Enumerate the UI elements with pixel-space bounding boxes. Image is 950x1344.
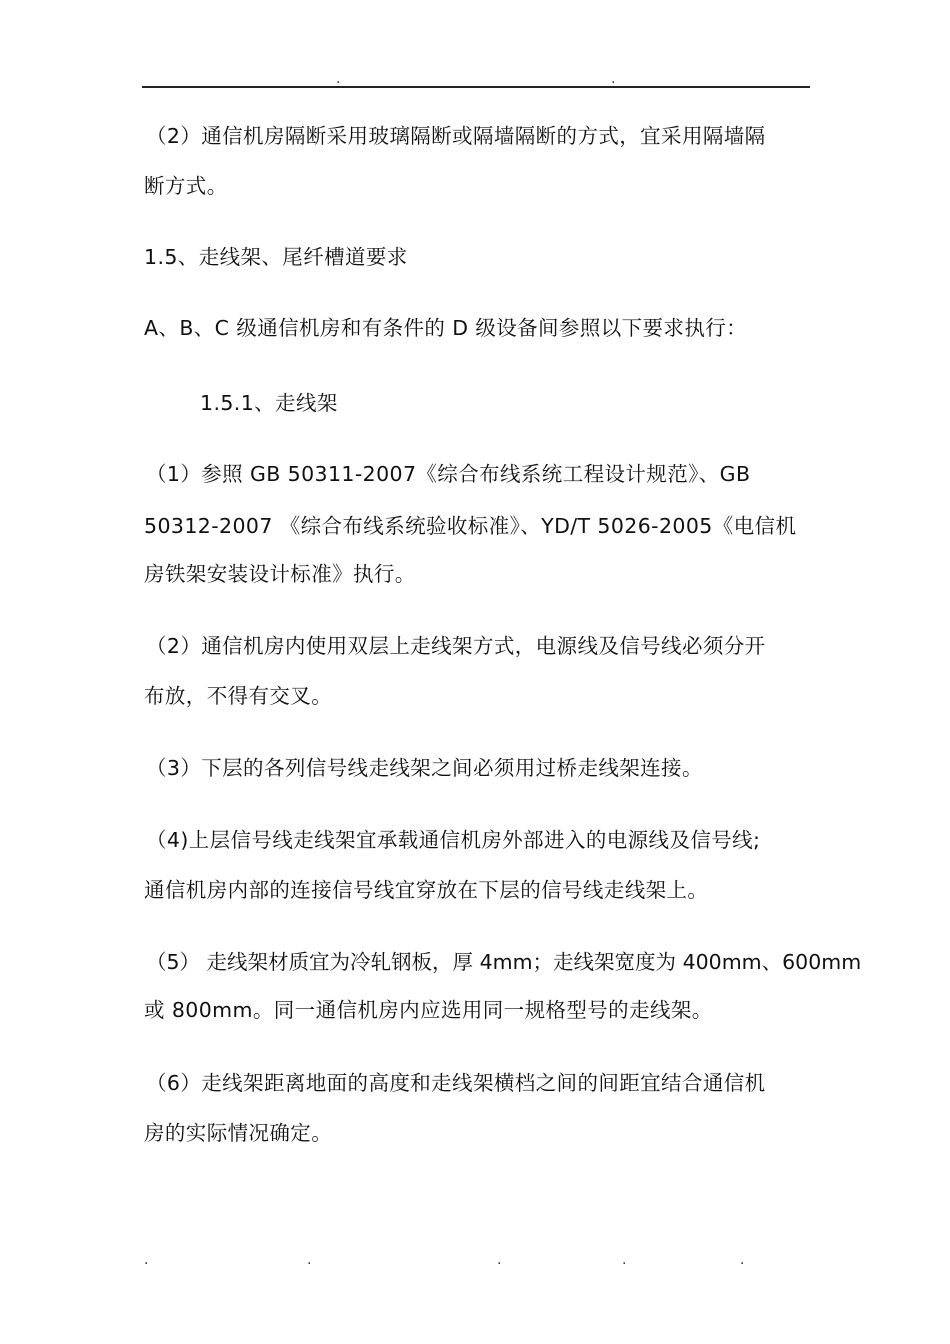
footer-dot: . (622, 1252, 627, 1268)
subsection-heading: 1.5.1、走线架 (200, 391, 338, 415)
header-dot: . (336, 71, 341, 87)
paragraph-line: 布放，不得有交叉。 (144, 684, 333, 708)
paragraph-line: （5） 走线架材质宜为冷轧钢板，厚 4mm；走线架宽度为 400mm、600mm (146, 950, 862, 974)
paragraph-line: 或 800mm。同一通信机房内应选用同一规格型号的走线架。 (144, 998, 713, 1022)
section-heading: 1.5、走线架、尾纤槽道要求 (144, 245, 408, 269)
footer-dot: . (740, 1252, 745, 1268)
paragraph-line: （2）通信机房隔断采用玻璃隔断或隔墙隔断的方式，宜采用隔墙隔 (146, 124, 766, 148)
footer-dot: . (307, 1252, 312, 1268)
paragraph-line: （1）参照 GB 50311-2007《综合布线系统工程设计规范》、GB (146, 462, 751, 486)
paragraph-line: （3）下层的各列信号线走线架之间必须用过桥走线架连接。 (146, 756, 703, 780)
footer-dot: . (144, 1252, 149, 1268)
paragraph-line: 50312-2007 《综合布线系统验收标准》、YD/T 5026-2005《电信机 (144, 514, 797, 538)
paragraph-line: （6）走线架距离地面的高度和走线架横档之间的间距宜结合通信机 (146, 1071, 766, 1095)
paragraph-line: （4)上层信号线走线架宜承载通信机房外部进入的电源线及信号线; (146, 828, 761, 852)
paragraph-line: （2）通信机房内使用双层上走线架方式，电源线及信号线必须分开 (146, 634, 766, 658)
header-rule (142, 86, 810, 88)
paragraph-line: 断方式。 (144, 174, 228, 198)
header-dot: . (611, 71, 616, 87)
paragraph-line: A、B、C 级通信机房和有条件的 D 级设备间参照以下要求执行： (144, 316, 748, 340)
paragraph-line: 房的实际情况确定。 (144, 1121, 333, 1145)
paragraph-line: 通信机房内部的连接信号线宜穿放在下层的信号线走线架上。 (144, 878, 709, 902)
paragraph-line: 房铁架安装设计标准》执行。 (144, 562, 416, 586)
footer-dot: . (497, 1252, 502, 1268)
